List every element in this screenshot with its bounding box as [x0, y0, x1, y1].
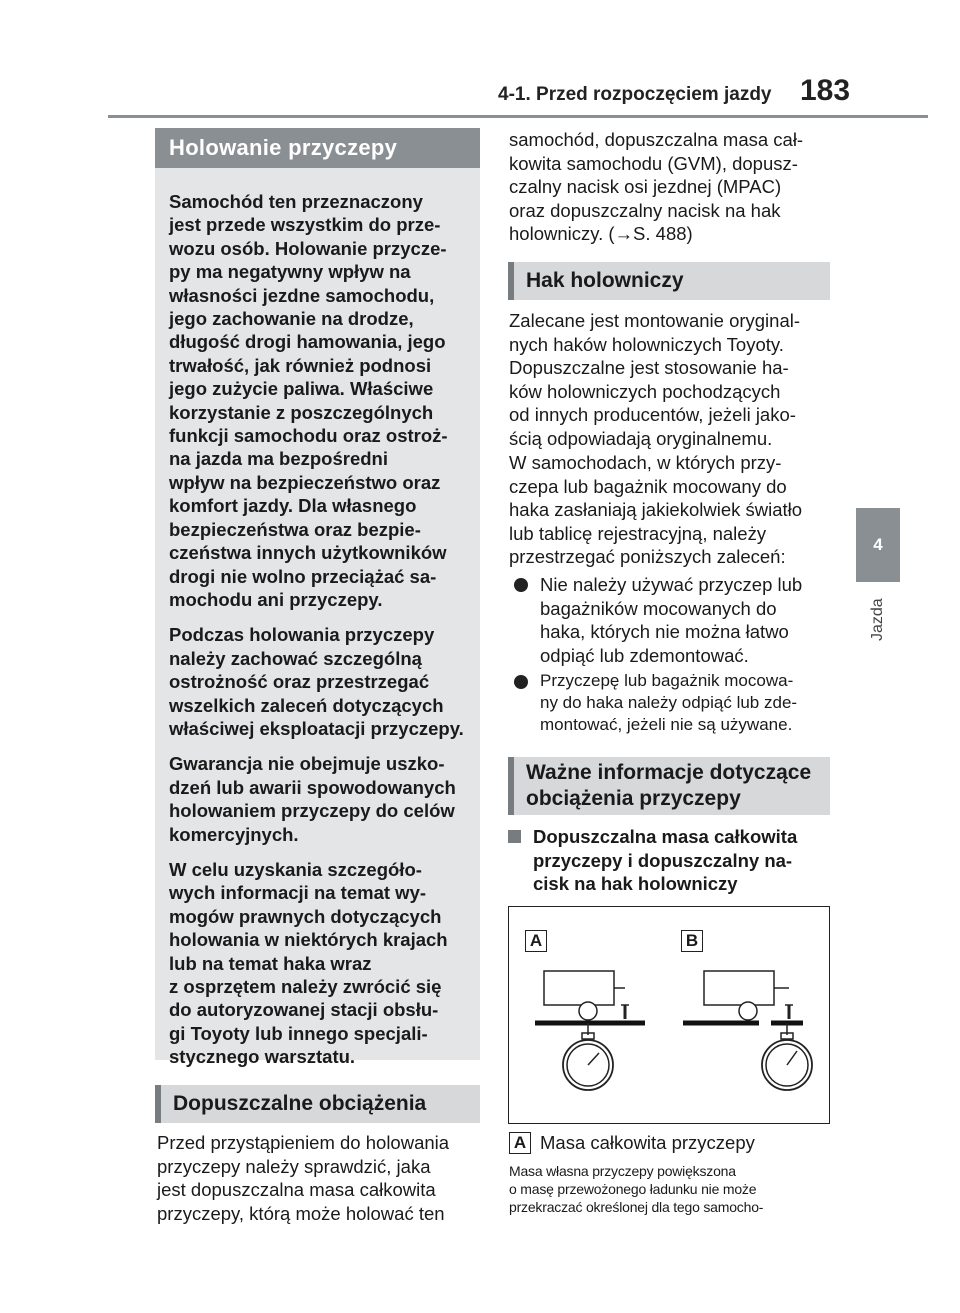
warning-paragraph: Gwarancja nie obejmuje uszko- dzeń lub awarii spowodowanych holowaniem przyczepy do celów komercyjnych.: [169, 753, 456, 845]
trailer-b-icon: [683, 971, 812, 1090]
list-item: Nie należy używać przyczep lub bagażników mocowanych do haka, których nie można łatwo odpiąć lub zdemontować.: [514, 573, 830, 667]
figure-label-b: B: [681, 930, 703, 952]
title-towing: Holowanie przyczepy: [169, 135, 398, 160]
legend-label-a: A: [509, 1132, 531, 1154]
trailer-a-icon: [535, 971, 645, 1090]
header-rule: [108, 115, 928, 118]
hitch-paragraph: Zalecane jest montowanie oryginal- nych haków holowniczych Toyoty. Dopuszczalne jest stosowanie ha- ków holowniczych pochodzących od innych producentów, jeżeli jako- ścią odpowiadają oryginalnemu.: [509, 310, 801, 449]
list-item: Przyczepę lub bagażnik mocowa- ny do haka należy odpiąć lub zde- montować, jeżeli nie są używane.: [514, 670, 830, 736]
legend-text: Masa całkowita przyczepy: [540, 1132, 755, 1153]
bullet-icon: [514, 578, 528, 592]
section-band-info: [508, 757, 830, 815]
section-band-hitch: [508, 262, 830, 300]
title-band-towing: [155, 128, 480, 168]
subheading: Dopuszczalna masa całkowita przyczepy i dopuszczalny na- cisk na hak holowniczy: [508, 825, 828, 896]
chapter-tab: [856, 508, 900, 582]
note-text: Masa własna przyczepy powiększona o masę przewożonego ładunku nie może przekraczać określonej dla tego samocho-: [509, 1163, 764, 1215]
warning-paragraph: Samochód ten przeznaczony jest przede wszystkim do prze- wozu osób. Holowanie przycze- py ma negatywny wpływ na własności jezdne samochodu, jego zachowanie na drodze, długość drogi hamowania, jego trwałość, jak również podnosi jego zużycie paliwa. Właściwe korzystanie z poszczególnych funkcji samochodu oraz ostroż- na jazda ma bezpośredni wpływ na bezpieczeństwo oraz komfort jazdy. Dla własnego bezpieczeństwa oraz bezpie- czeństwa innych użytkowników drogi nie wolno przeciążać sa- mochodu ani przyczepy.: [169, 191, 448, 610]
warning-box: [155, 168, 480, 1068]
warning-paragraph: Podczas holowania przyczepy należy zachować szczególną ostrożność oraz przestrzegać wszelkich zaleceń dotyczących właściwej eksploatacji przyczepy.: [169, 624, 464, 739]
chapter-label: Jazda: [869, 598, 886, 642]
section-band-loads: [155, 1085, 480, 1123]
hitch-paragraph: W samochodach, w których przy- czepa lub bagażnik mocowany do haka zasłaniają jakiekolwiek światło lub tablicę rejestracyjną, należy przestrzegać poniższych zaleceń:: [509, 452, 803, 567]
figure-trailer-weight: [508, 906, 830, 1124]
section-title-hitch: Hak holowniczy: [526, 269, 684, 292]
section-heading: 4-1. Przed rozpoczęciem jazdy: [498, 84, 772, 105]
chapter-number: 4: [873, 535, 883, 554]
loads-paragraph: Przed przystąpieniem do holowania przyczepy należy sprawdzić, jaka jest dopuszczalna masa całkowita przyczepy, którą może holować ten: [157, 1132, 450, 1224]
page-number: 183: [800, 74, 851, 107]
figure-label-a: A: [525, 930, 547, 952]
figure-drawing: [509, 907, 831, 1125]
continuation-paragraph: samochód, dopuszczalna masa cał- kowita samochodu (GVM), dopusz- czalny nacisk osi jezdnej (MPAC) oraz dopuszczalny nacisk na hak holowniczy. (→S. 488): [509, 129, 804, 244]
section-title-info: Ważne informacje dotyczące obciążenia przyczepy: [526, 761, 812, 810]
square-bullet-icon: [508, 830, 521, 843]
section-title-loads: Dopuszczalne obciążenia: [173, 1092, 427, 1115]
warning-paragraph: W celu uzyskania szczegóło- wych informacji na temat wy- mogów prawnych dotyczących holowania w niektórych krajach lub na temat haka wraz z osprzętem należy zwrócić się do autoryzowanej stacji obsłu- gi Toyoty lub innego specjali- stycznego warsztatu.: [169, 858, 448, 1068]
bullet-icon: [514, 675, 528, 689]
